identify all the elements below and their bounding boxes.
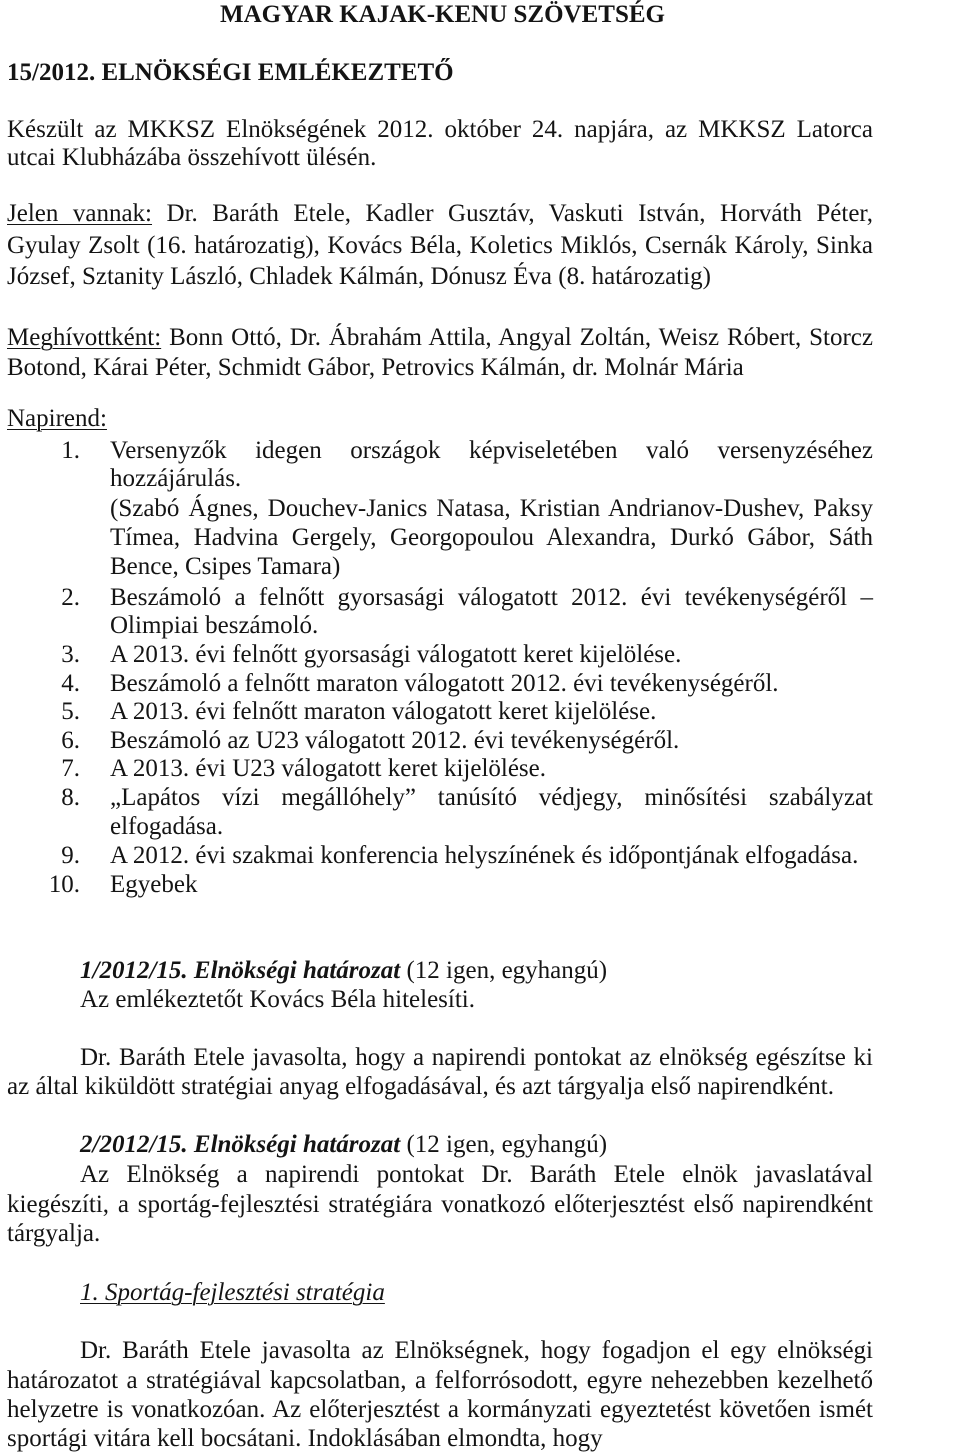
agenda-item-line: Egyebek — [110, 871, 198, 898]
resolution-text-line: tárgyalja. — [7, 1220, 101, 1247]
section-line: Dr. Baráth Etele javasolta az Elnökségnek, hogy fogadjon el egy elnökségi — [80, 1337, 873, 1364]
agenda-item-line: elfogadása. — [110, 813, 224, 840]
agenda-label-text: Napirend: — [7, 405, 107, 432]
invited-label: Meghívottként: — [7, 324, 162, 351]
agenda-label — [7, 406, 873, 432]
agenda-item-number: 1. — [61, 437, 80, 464]
agenda-item-number: 6. — [61, 727, 80, 754]
agenda-item-note-line: Tímea, Hadvina Gergely, Georgopoulou Alexandra, Durkó Gábor, Sáth — [110, 524, 873, 551]
agenda-item-line: hozzájárulás. — [110, 465, 242, 492]
resolution-title: Elnökségi határozat — [193, 957, 401, 984]
agenda-item-note-line: (Szabó Ágnes, Douchev-Janics Natasa, Kristian Andrianov-Dushev, Paksy — [110, 495, 873, 522]
resolution-vote: (12 igen, egyhangú) — [406, 957, 608, 984]
resolution-text-line: kiegészíti, a sportág-fejlesztési stratégiára vonatkozó előterjesztést első napirendként — [7, 1191, 873, 1218]
agenda-item-line: A 2012. évi szakmai konferencia helyszínének és időpontjának elfogadása. — [110, 842, 859, 869]
agenda-item-number: 10. — [48, 871, 80, 898]
section-heading — [80, 1280, 873, 1306]
resolution-text-line: Az Elnökség a napirendi pontokat Dr. Baráth Etele elnök javaslatával — [80, 1161, 873, 1188]
agenda-item-line: Olimpiai beszámoló. — [110, 612, 319, 639]
resolution-number: 2/2012/15. — [80, 1131, 188, 1158]
present-line: Gyulay Zsolt (16. határozatig), Kovács Béla, Koletics Miklós, Csernák Károly, Sinka — [7, 232, 873, 259]
agenda-item-line: „Lapátos vízi megállóhely” tanúsító védjegy, minősítési szabályzat — [110, 784, 873, 811]
agenda-item-number: 2. — [61, 584, 80, 611]
section-line: határozatot a stratégiával kapcsolatban, a felforrósodott, egyre nehezebben kezelhető — [7, 1367, 873, 1394]
section-line: sportági vitára kell bocsátani. Indoklásában elmondta, hogy — [7, 1425, 603, 1452]
agenda-item-line: A 2013. évi U23 válogatott keret kijelölése. — [110, 755, 547, 782]
agenda-item-number: 8. — [61, 784, 80, 811]
agenda-item-note-line: Bence, Csipes Tamara) — [110, 553, 341, 580]
present-line: József, Sztanity László, Chladek Kálmán, Dónusz Éva (8. határozatig) — [7, 263, 711, 290]
resolution-heading — [80, 1132, 873, 1158]
resolution-number: 1/2012/15. — [80, 957, 188, 984]
present-label: Jelen vannak: — [7, 200, 153, 227]
agenda-item-number: 5. — [61, 698, 80, 725]
intro-line: utcai Klubházába összehívott ülésén. — [7, 144, 377, 171]
section-heading-text: 1. Sportág-fejlesztési stratégia — [80, 1279, 385, 1306]
present-text: Dr. Baráth Etele, Kadler Gusztáv, Vaskuti István, Horváth Péter, — [166, 200, 873, 227]
agenda-item-line: Beszámoló az U23 válogatott 2012. évi tevékenységéről. — [110, 727, 680, 754]
resolution-text-line: Az emlékeztetőt Kovács Béla hitelesíti. — [80, 986, 475, 1013]
agenda-item-line: A 2013. évi felnőtt gyorsasági válogatott keret kijelölése. — [110, 641, 682, 668]
agenda-item-line: Beszámoló a felnőtt gyorsasági válogatott 2012. évi tevékenységéről – — [110, 584, 873, 611]
invited-line — [7, 325, 873, 351]
agenda-item-line: Versenyzők idegen országok képviseletében való versenyzéséhez — [110, 437, 873, 464]
resolution-heading — [80, 958, 873, 984]
section-line: helyzetre is vonatkozóan. Az előterjesztést a kormányzati egyeztetést követően ismét — [7, 1396, 873, 1423]
intro-line: Készült az MKKSZ Elnökségének 2012. október 24. napjára, az MKKSZ Latorca — [7, 116, 873, 143]
proposal-line: az által kiküldött stratégiai anyag elfogadásával, és azt tárgyalja első napirendként. — [7, 1073, 834, 1100]
agenda-item-number: 4. — [61, 670, 80, 697]
resolution-vote: (12 igen, egyhangú) — [406, 1131, 608, 1158]
invited-text: Bonn Ottó, Dr. Ábrahám Attila, Angyal Zoltán, Weisz Róbert, Storcz — [169, 324, 873, 351]
document-title: 15/2012. ELNÖKSÉGI EMLÉKEZTETŐ — [7, 59, 454, 86]
agenda-item-line: A 2013. évi felnőtt maraton válogatott keret kijelölése. — [110, 698, 657, 725]
invited-line: Botond, Kárai Péter, Schmidt Gábor, Petrovics Kálmán, dr. Molnár Mária — [7, 354, 744, 381]
organization-title: MAGYAR KAJAK-KENU SZÖVETSÉG — [220, 1, 665, 28]
agenda-item-number: 7. — [61, 755, 80, 782]
agenda-item-number: 3. — [61, 641, 80, 668]
agenda-item-line: Beszámoló a felnőtt maraton válogatott 2012. évi tevékenységéről. — [110, 670, 779, 697]
present-line — [7, 201, 873, 227]
proposal-line: Dr. Baráth Etele javasolta, hogy a napirendi pontokat az elnökség egészítse ki — [80, 1044, 873, 1071]
agenda-item-number: 9. — [61, 842, 80, 869]
resolution-title: Elnökségi határozat — [193, 1131, 401, 1158]
